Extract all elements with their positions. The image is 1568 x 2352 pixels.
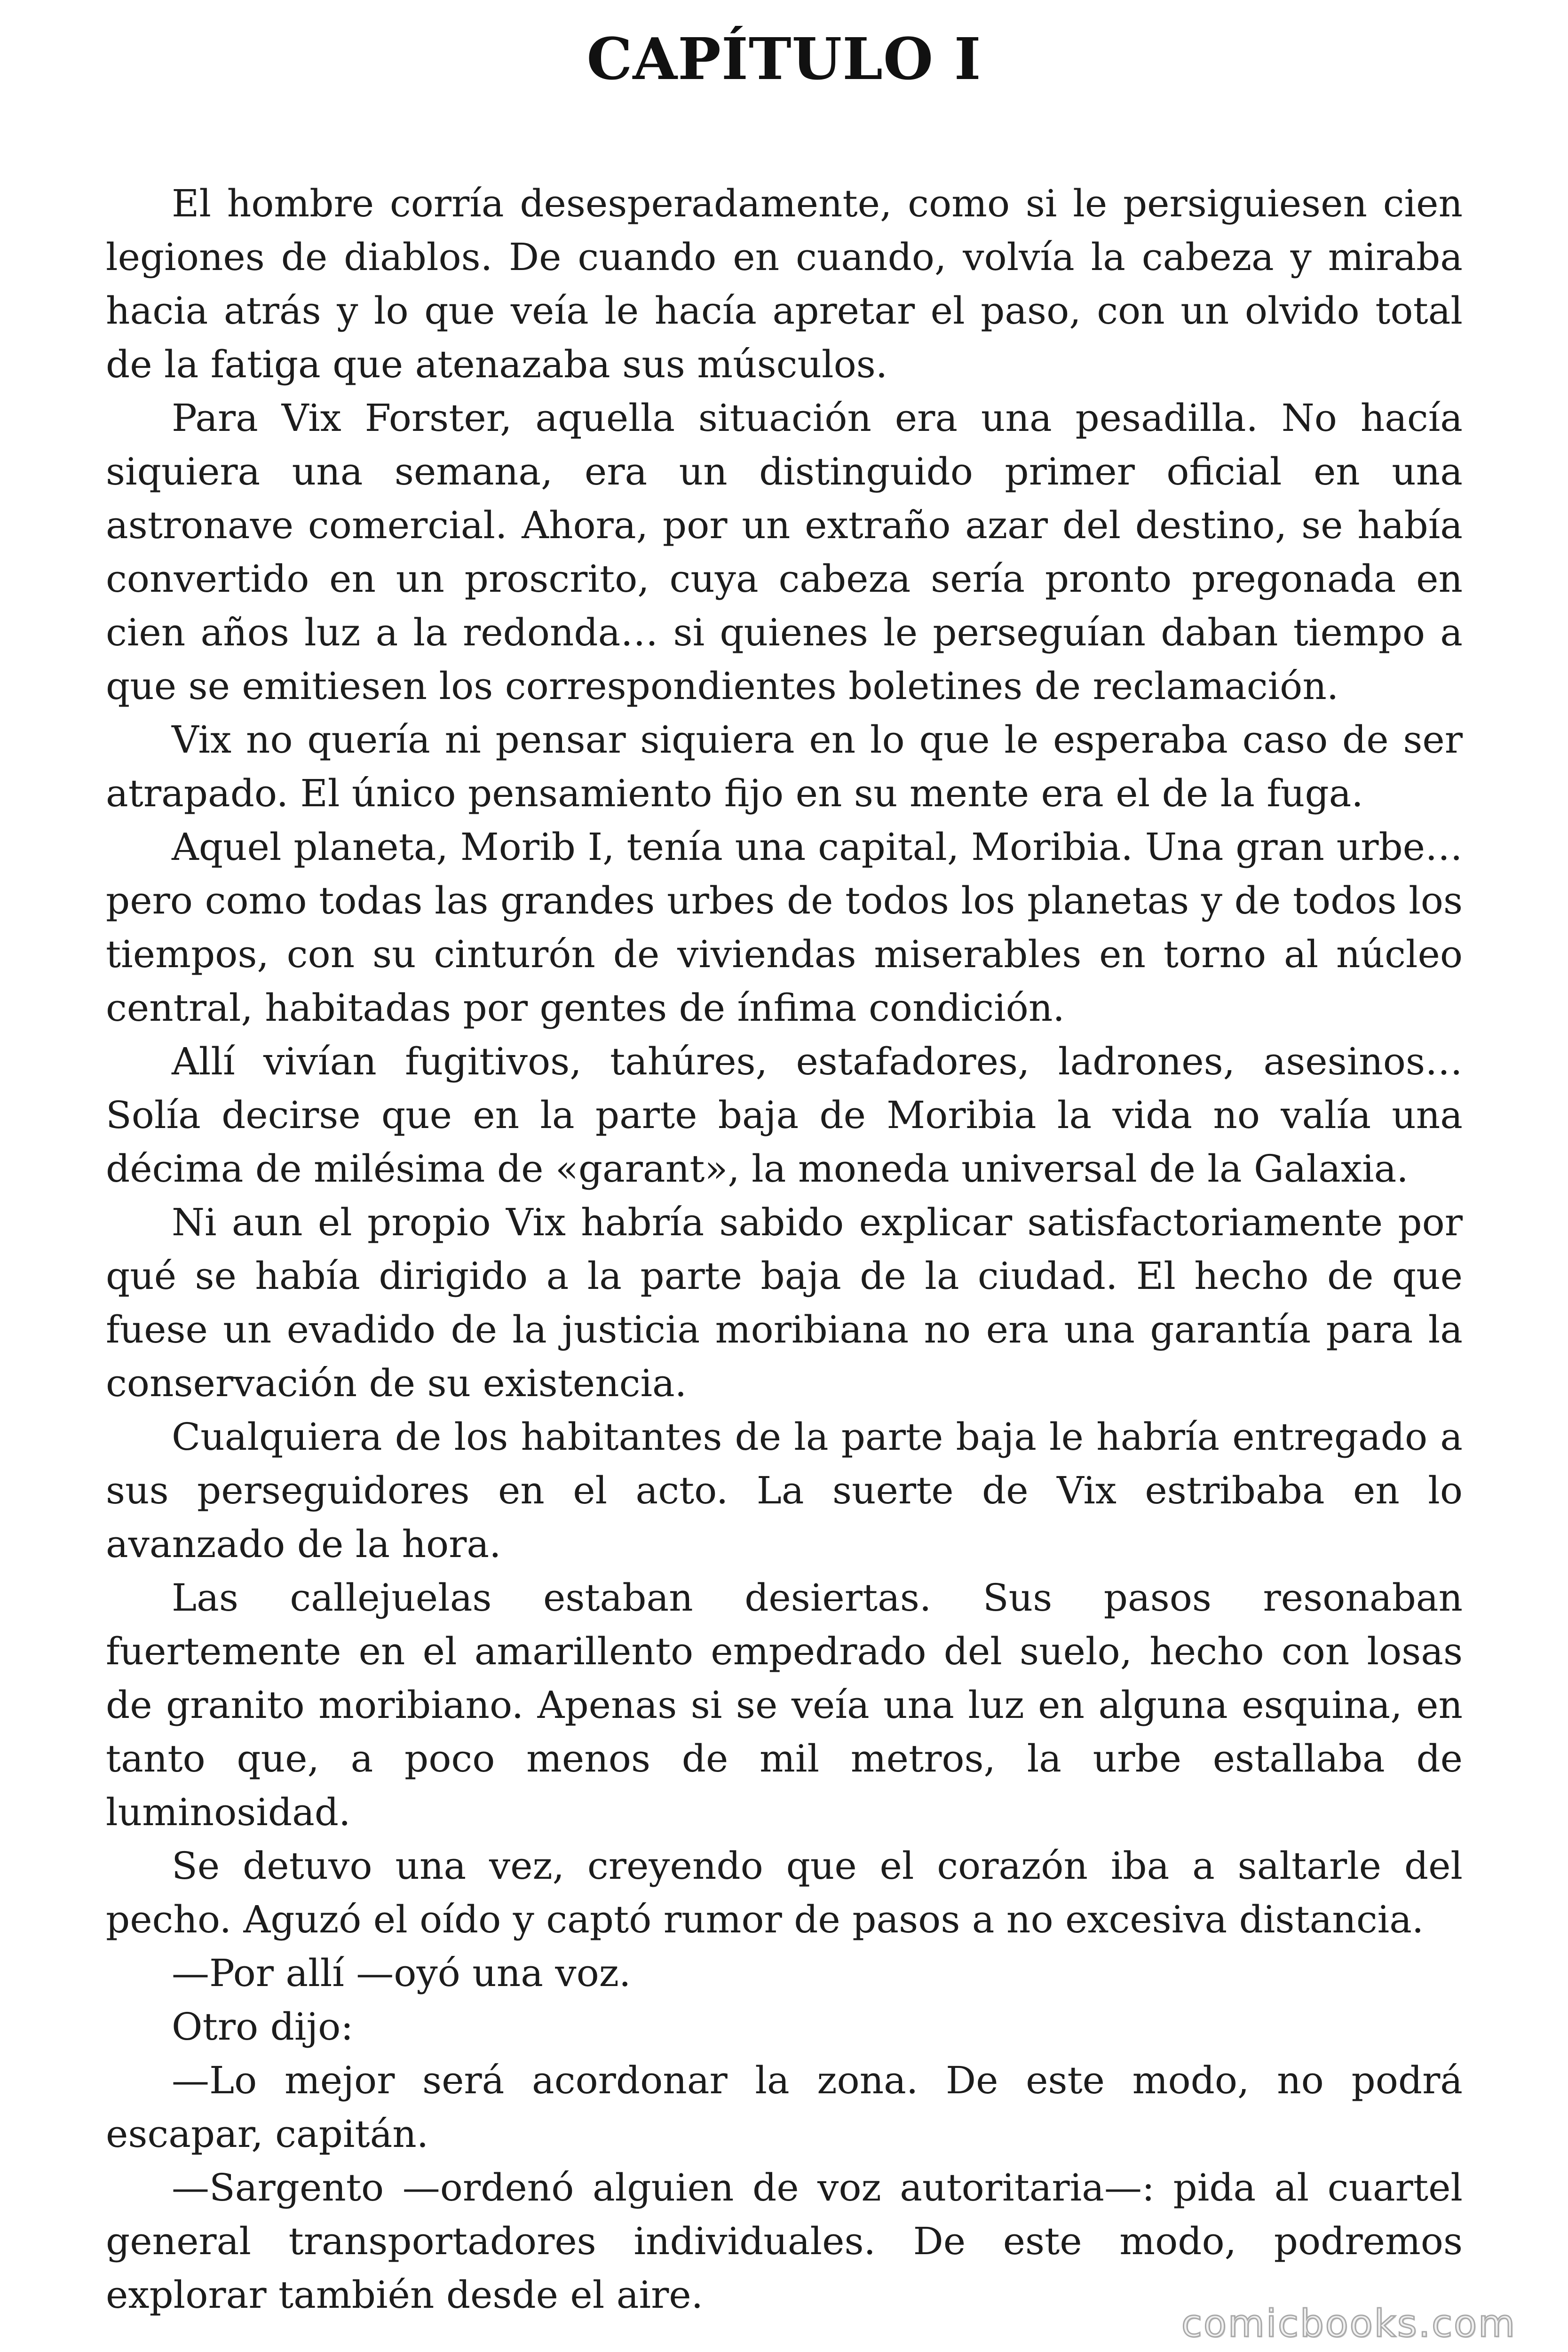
dialogue-line: —Sargento —ordenó alguien de voz autoritaria—: pida al cuartel general transportadores individuales. De este modo, podremos explorar también desde el aire.: [106, 2166, 1463, 2317]
paragraph: Allí vivían fugitivos, tahúres, estafadores, ladrones, asesinos… Solía decirse que en la parte baja de Moribia la vida no valía una décima de milésima de «garant», la moneda universal de la Galaxia.: [106, 1040, 1463, 1191]
dialogue-line: —Lo mejor será acordonar la zona. De este modo, no podrá escapar, capitán.: [106, 2058, 1463, 2156]
paragraph: Aquel planeta, Morib I, tenía una capital, Moribia. Una gran urbe… pero como todas las grandes urbes de todos los planetas y de todos los tiempos, con su cinturón de viviendas miserables en torno al núcleo central, habitadas por gentes de ínfima condición.: [106, 825, 1463, 1030]
paragraph: Vix no quería ni pensar siquiera en lo que le esperaba caso de ser atrapado. El único pensamiento fijo en su mente era el de la fuga.: [106, 718, 1463, 815]
paragraph: Las callejuelas estaban desiertas. Sus pasos resonaban fuertemente en el amarillento empedrado del suelo, hecho con losas de granito moribiano. Apenas si se veía una luz en alguna esquina, en tanto que, a poco menos de mil metros, la urbe estallaba de luminosidad.: [106, 1576, 1463, 1834]
dialogue-line: —Por allí —oyó una voz.: [172, 1951, 631, 1995]
chapter-title: CAPÍTULO I: [586, 25, 982, 93]
paragraph: El hombre corría desesperadamente, como si le persiguiesen cien legiones de diablos. De cuando en cuando, volvía la cabeza y miraba hacia atrás y lo que veía le hacía apretar el paso, con un olvido total de la fatiga que atenazaba sus músculos.: [106, 182, 1463, 386]
paragraph: Ni aun el propio Vix habría sabido explicar satisfactoriamente por qué se había dirigido a la parte baja de la ciudad. El hecho de que fuese un evadido de la justicia moribiana no era una garantía para la conservación de su existencia.: [106, 1200, 1463, 1405]
paragraph: Otro dijo:: [172, 2005, 354, 2049]
paragraph: Se detuvo una vez, creyendo que el corazón iba a saltarle del pecho. Aguzó el oído y captó rumor de pasos a no excesiva distancia.: [106, 1844, 1463, 1941]
watermark-logo: comicbooks.com: [1181, 2302, 1516, 2345]
chapter-body: [106, 177, 1463, 2322]
paragraph: Para Vix Forster, aquella situación era una pesadilla. No hacía siquiera una semana, era un distinguido primer oficial en una astronave comercial. Ahora, por un extraño azar del destino, se había convertido en un proscrito, cuya cabeza sería pronto pregonada en cien años luz a la redonda… si quienes le perseguían daban tiempo a que se emitiesen los correspondientes boletines de reclamación.: [106, 396, 1463, 708]
paragraph: Cualquiera de los habitantes de la parte baja le habría entregado a sus perseguidores en el acto. La suerte de Vix estribaba en lo avanzado de la hora.: [106, 1415, 1463, 1566]
